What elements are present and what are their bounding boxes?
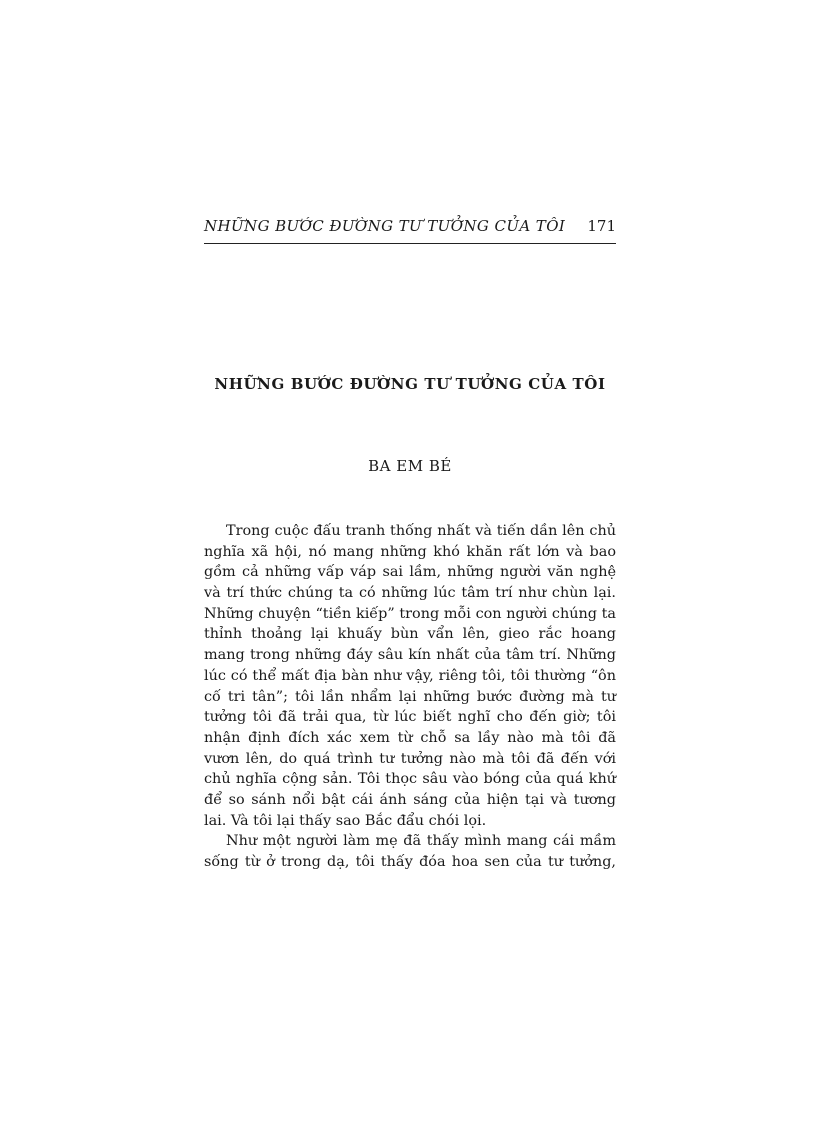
paragraph-line: để so sánh nổi bật cái ánh sáng của hiện tại và tương — [204, 791, 616, 808]
paragraph-line: nhận định đích xác xem từ chỗ sa lầy nào mà tôi đã — [204, 729, 616, 746]
paragraph-line: Trong cuộc đấu tranh thống nhất và tiến dần lên chủ — [226, 523, 616, 539]
author-name: BA EM BÉ — [368, 457, 452, 475]
paragraph-line: nghĩa xã hội, nó mang những khó khăn rất lớn và bao — [204, 543, 616, 560]
paragraph-line: lúc có thể mất địa bàn như vậy, riêng tôi, tôi thường “ôn — [204, 667, 616, 684]
page-number: 171 — [587, 217, 616, 235]
paragraph-line: chủ nghĩa cộng sản. Tôi thọc sâu vào bóng của quá khứ — [204, 771, 616, 788]
paragraph-line: gồm cả những vấp váp sai lầm, những người văn nghệ — [204, 564, 616, 581]
paragraph-line: thỉnh thoảng lại khuấy bùn vẩn lên, gieo rắc hoang — [204, 626, 616, 643]
paragraph-line: mang trong những đáy sâu kín nhất của tâm trí. Những — [204, 647, 616, 664]
running-header — [204, 217, 616, 244]
paragraph-line: tưởng tôi đã trải qua, từ lúc biết nghĩ cho đến giờ; tôi — [204, 709, 616, 726]
paragraph-line: Những chuyện “tiền kiếp” trong mỗi con người chúng ta — [204, 605, 616, 622]
running-header-title: NHỮNG BƯỚC ĐƯỜNG TƯ TƯỞNG CỦA TÔI — [204, 217, 566, 235]
paragraph-line: và trí thức chúng ta có những lúc tâm trí như chùn lại. — [204, 585, 616, 602]
paragraph-line: vươn lên, do quá trình tư tưởng nào mà tôi đã đến với — [204, 750, 616, 767]
paragraph-line: Như một người làm mẹ đã thấy mình mang cái mầm — [226, 833, 616, 850]
paragraph-line: cố tri tân”; tôi lần nhẩm lại những bước đường mà tư — [204, 688, 616, 705]
article-title: NHỮNG BƯỚC ĐƯỜNG TƯ TƯỞNG CỦA TÔI — [214, 375, 606, 393]
paragraph-line: lai. Và tôi lại thấy sao Bắc đẩu chói lọi. — [204, 812, 487, 829]
body-text — [204, 521, 616, 873]
paragraph-line: sống từ ở trong dạ, tôi thấy đóa hoa sen của tư tưởng, — [204, 854, 616, 870]
